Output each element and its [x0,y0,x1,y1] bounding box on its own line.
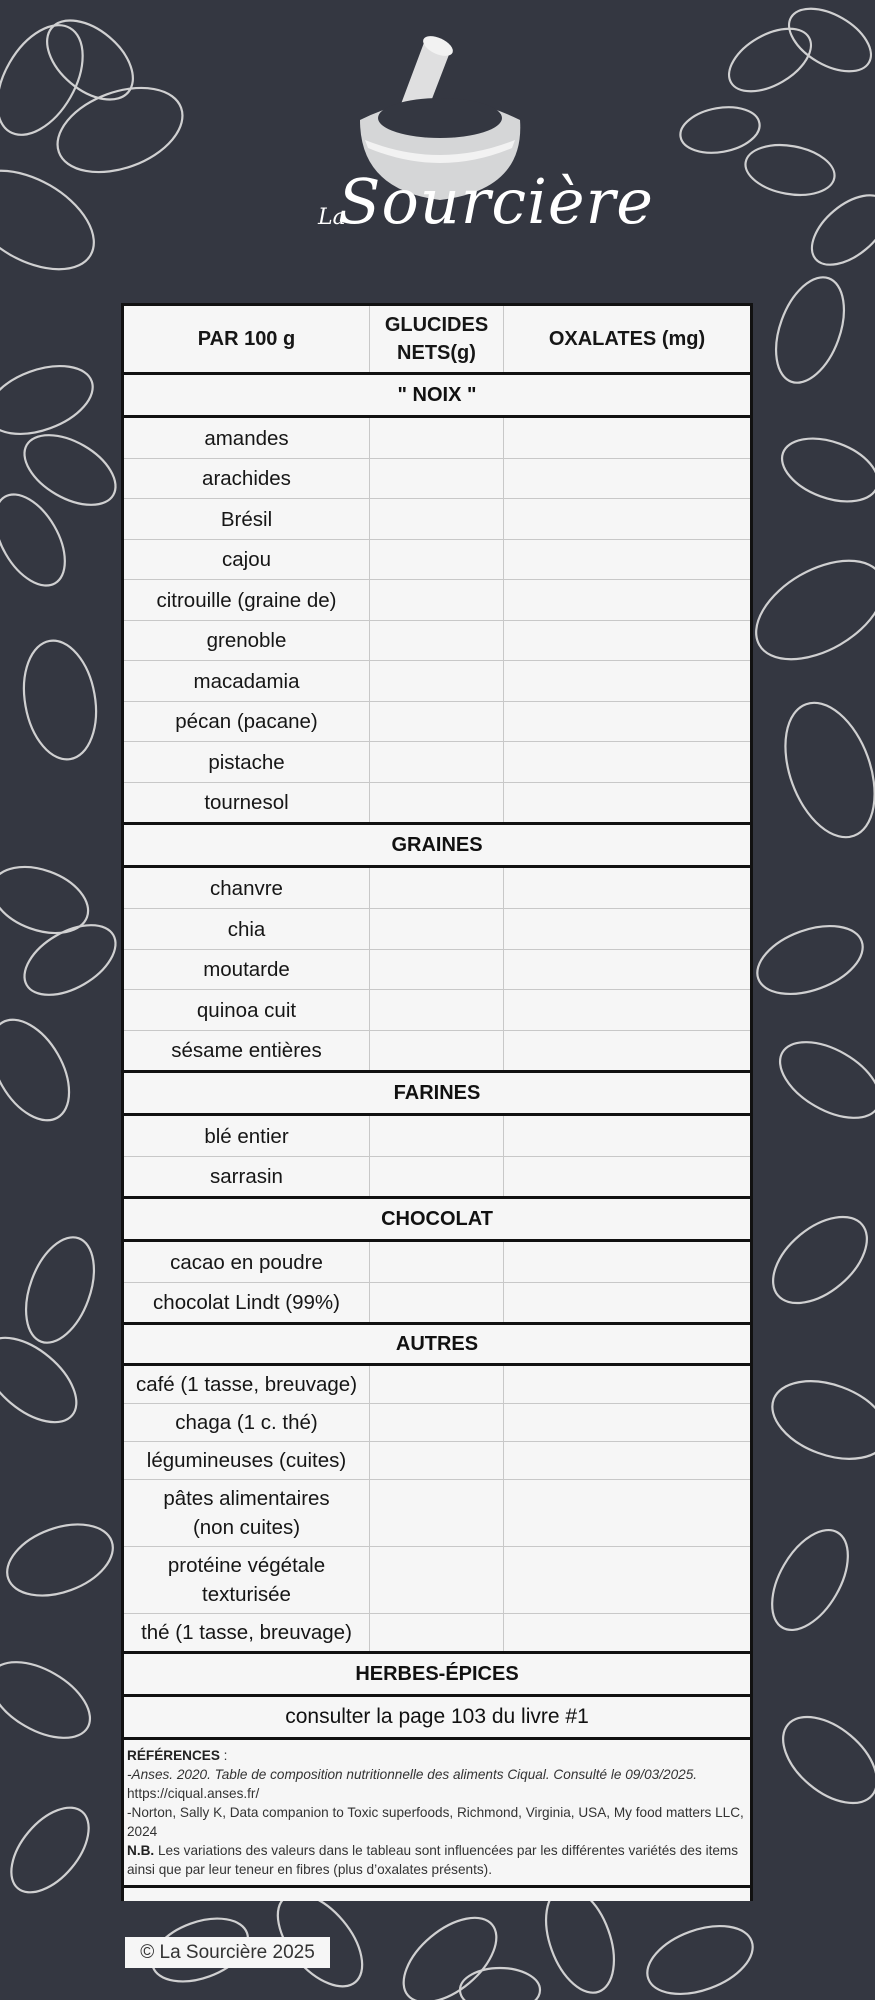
food-name: grenoble [124,621,370,660]
references-label: RÉFÉRENCES [127,1748,220,1763]
food-name: tournesol [124,783,370,822]
net-carbs-value [370,418,504,458]
references-label-suffix: : [219,1748,228,1763]
food-name: moutarde [124,950,370,989]
nb-label: N.B. [127,1843,155,1858]
food-name: pécan (pacane) [124,702,370,741]
table-row [124,418,750,459]
net-carbs-value [370,868,504,908]
food-name: cacao en poudre [124,1242,370,1282]
table-row [124,1157,750,1199]
table-row [124,499,750,540]
food-name: protéine végétale texturisée [124,1547,370,1613]
oxalates-value [504,580,750,620]
net-carbs-value [370,621,504,660]
table-row [124,1116,750,1157]
section-heading-farines: FARINES [124,1073,750,1116]
oxalates-value [504,1157,750,1196]
food-name: macadamia [124,661,370,701]
table-row [124,1614,750,1654]
net-carbs-value [370,540,504,579]
references-block [124,1740,750,1888]
net-carbs-value [370,459,504,498]
food-name: sésame entières [124,1031,370,1070]
table-row [124,702,750,742]
table-row [124,661,750,702]
nutrition-table [121,303,753,1901]
nb-text: Les variations des valeurs dans le tableau sont influencées par les différentes variétés des items ainsi que par leur teneur en fibres (plus d’oxalates présents). [127,1843,739,1877]
food-name: pistache [124,742,370,782]
food-name: sarrasin [124,1157,370,1196]
table-row [124,1547,750,1614]
food-name: pâtes alimentaires (non cuites) [124,1480,370,1546]
section-heading-noix: " NOIX " [124,375,750,418]
column-header-net-carbs: GLUCIDES NETS(g) [370,306,504,372]
table-row [124,580,750,621]
food-name: chanvre [124,868,370,908]
food-name: blé entier [124,1116,370,1156]
net-carbs-value [370,580,504,620]
net-carbs-value [370,742,504,782]
table-row [124,1031,750,1073]
net-carbs-value [370,783,504,822]
table-header-row [124,303,750,375]
oxalates-value [504,1242,750,1282]
oxalates-value [504,1283,750,1322]
oxalates-value [504,459,750,498]
oxalates-value [504,661,750,701]
reference-norton: -Norton, Sally K, Data companion to Toxic superfoods, Richmond, Virginia, USA, My food matters LLC, 2024 [127,1805,744,1839]
table-row [124,1480,750,1547]
net-carbs-value [370,702,504,741]
table-row [124,742,750,783]
oxalates-value [504,418,750,458]
copyright-label: © La Sourcière 2025 [125,1937,330,1968]
oxalates-value [504,499,750,539]
table-row [124,621,750,661]
food-name: amandes [124,418,370,458]
net-carbs-value [370,661,504,701]
net-carbs-value [370,1366,504,1403]
net-carbs-value [370,1242,504,1282]
section-heading-autres: AUTRES [124,1325,750,1366]
food-name: légumineuses (cuites) [124,1442,370,1479]
table-row [124,990,750,1031]
food-name: café (1 tasse, breuvage) [124,1366,370,1403]
food-name: chaga (1 c. thé) [124,1404,370,1441]
oxalates-value [504,1614,750,1651]
section-heading-herbes-epices: HERBES-ÉPICES [124,1654,750,1697]
oxalates-value [504,868,750,908]
reference-ciqual: -Anses. 2020. Table de composition nutritionnelle des aliments Ciqual. Consulté le 09/03/2025. [127,1767,698,1782]
table-row [124,1242,750,1283]
net-carbs-value [370,1404,504,1441]
herbes-epices-note: consulter la page 103 du livre #1 [124,1697,750,1740]
table-bottom-strip [124,1888,750,1901]
table-row [124,868,750,909]
oxalates-value [504,990,750,1030]
table-row [124,909,750,950]
oxalates-value [504,742,750,782]
net-carbs-value [370,1480,504,1546]
net-carbs-value [370,1547,504,1613]
food-name: thé (1 tasse, breuvage) [124,1614,370,1651]
brand-logo-text [310,165,654,275]
oxalates-value [504,950,750,989]
oxalates-value [504,1547,750,1613]
net-carbs-value [370,1116,504,1156]
food-name: quinoa cuit [124,990,370,1030]
oxalates-value [504,1031,750,1070]
food-name: arachides [124,459,370,498]
food-name: Brésil [124,499,370,539]
oxalates-value [504,783,750,822]
net-carbs-value [370,1442,504,1479]
column-header-food: PAR 100 g [124,306,370,372]
oxalates-value [504,1442,750,1479]
oxalates-value [504,540,750,579]
table-row [124,540,750,580]
section-heading-graines: GRAINES [124,825,750,868]
table-row [124,783,750,825]
oxalates-value [504,909,750,949]
oxalates-value [504,1366,750,1403]
reference-ciqual-url: https://ciqual.anses.fr/ [127,1786,260,1801]
food-name: citrouille (graine de) [124,580,370,620]
table-row [124,1283,750,1325]
net-carbs-value [370,990,504,1030]
oxalates-value [504,1404,750,1441]
net-carbs-value [370,499,504,539]
table-row [124,950,750,990]
table-row [124,459,750,499]
column-header-oxalates: OXALATES (mg) [548,328,706,350]
net-carbs-value [370,1031,504,1070]
table-row [124,1442,750,1480]
net-carbs-value [370,950,504,989]
net-carbs-value [370,1157,504,1196]
food-name: chia [124,909,370,949]
net-carbs-value [370,909,504,949]
table-row [124,1404,750,1442]
oxalates-value [504,702,750,741]
food-name: chocolat Lindt (99%) [124,1283,370,1322]
brand-name: Sourcière [338,165,654,238]
oxalates-value [504,1480,750,1546]
section-heading-chocolat: CHOCOLAT [124,1199,750,1242]
oxalates-value [504,621,750,660]
table-row [124,1366,750,1404]
oxalates-value [504,1116,750,1156]
food-name: cajou [124,540,370,579]
net-carbs-value [370,1614,504,1651]
net-carbs-value [370,1283,504,1322]
brand-prefix: La [318,205,346,230]
